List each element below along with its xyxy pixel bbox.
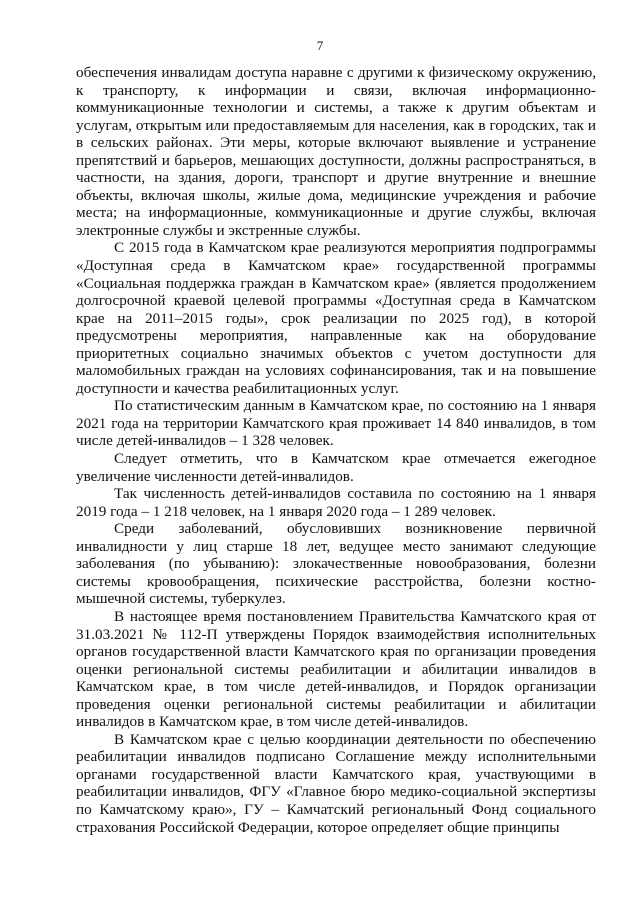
paragraph-coordination-agreement: В Камчатском крае с целью координации деятельности по обеспечению реабилитации инвалидов подписано Соглашение между исполнительными органами государственной власти Камчатского края, участвующими в реабилитации инвалидов, ФГУ «Главное бюро медико-социальной экспертизы по Камчатскому краю», ГУ – Камчатский региональный Фонд социального страхования Российской Федерации, которое определяет общие принципы	[76, 730, 596, 836]
paragraph-growth-note: Следует отметить, что в Камчатском крае отмечается ежегодное увеличение численности детей-инвалидов.	[76, 450, 596, 485]
paragraph-statistics-2021: По статистическим данным в Камчатском крае, по состоянию на 1 января 2021 года на территории Камчатского края проживает 14 840 инвалидов, в том числе детей-инвалидов – 1 328 человек.	[76, 397, 596, 450]
paragraph-program-since-2015: С 2015 года в Камчатском крае реализуются мероприятия подпрограммы «Доступная среда в Камчатском крае» государственной программы «Социальная поддержка граждан в Камчатском крае» (является продолжением долгосрочной краевой целевой программы «Доступная среда в Камчатском крае на 2011–2015 годы», срок реализации по 2025 год), в которой предусмотрены мероприятия, направленные как на оборудование приоритетных социально значимых объектов с учетом доступности для маломобильных граждан на условиях софинансирования, так и на повышение доступности и качества реабилитационных услуг.	[76, 239, 596, 397]
page-number: 7	[316, 38, 324, 53]
paragraph-accessibility-measures: обеспечения инвалидам доступа наравне с другими к физическому окружению, к транспорту, к информации и связи, включая информационно-коммуникационные технологии и системы, а также к другим объектам и услугам, открытым или предоставляемым для населения, как в городских, так и в сельских районах. Эти меры, которые включают выявление и устранение препятствий и барьеров, мешающих доступности, должны распространяться, в частности, на здания, дороги, транспорт и другие внутренние и внешние объекты, включая школы, жилые дома, медицинские учреждения и рабочие места; на информационные, коммуникационные и другие службы, включая электронные службы и экстренные службы.	[76, 64, 596, 239]
paragraph-government-resolution: В настоящее время постановлением Правительства Камчатского края от 31.03.2021 № 112-П утверждены Порядок взаимодействия исполнительных органов государственной власти Камчатского края по организации проведения оценки региональной системы реабилитации и абилитации инвалидов в Камчатском крае, в том числе детей-инвалидов, и Порядок организации проведения оценки региональной системы реабилитации и абилитации инвалидов в Камчатском крае, в том числе детей-инвалидов.	[76, 607, 596, 731]
paragraph-statistics-2019-2020: Так численность детей-инвалидов составила по состоянию на 1 января 2019 года – 1 218 человек, на 1 января 2020 года – 1 289 человек.	[76, 485, 596, 520]
document-body	[76, 64, 596, 836]
paragraph-disability-causes: Среди заболеваний, обусловивших возникновение первичной инвалидности у лиц старше 18 лет, ведущее место занимают следующие заболевания (по убыванию): злокачественные новообразования, болезни системы кровообращения, психические расстройства, болезни костно-мышечной системы, туберкулез.	[76, 520, 596, 608]
